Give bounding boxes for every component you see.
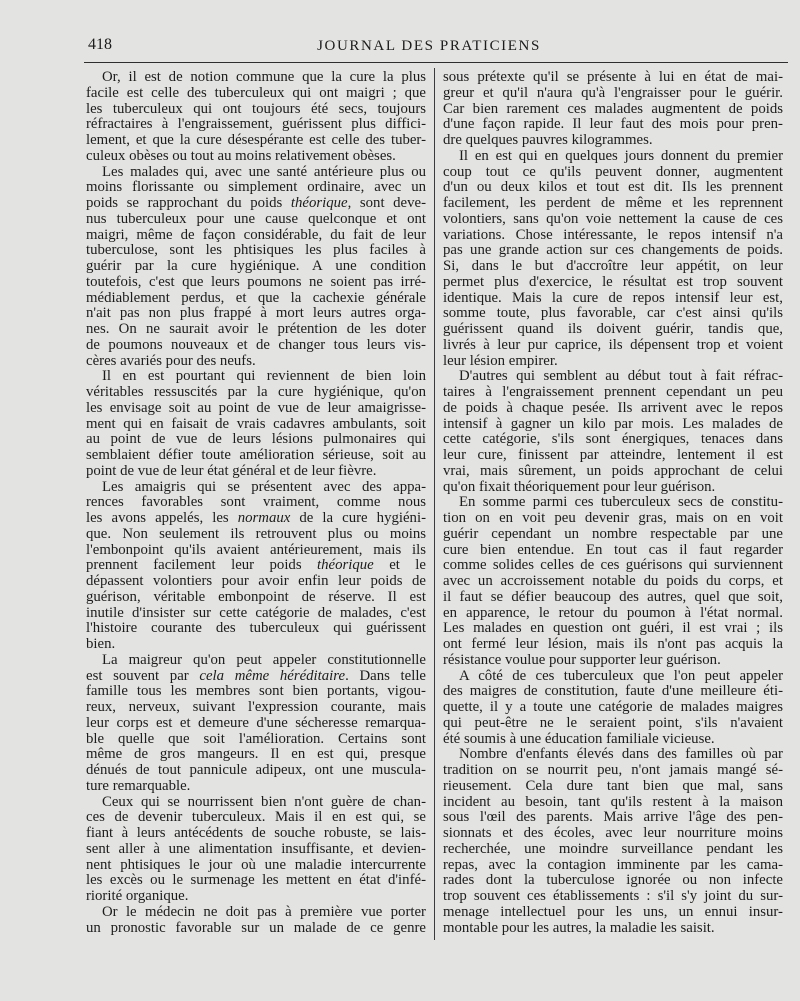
text-line: reux, nerveux, suivant l'expression courante, mais	[86, 699, 426, 715]
text-line: les envisage soit au point de vue de leur amaigrisse-	[86, 399, 426, 416]
text-line: quette, il y a toute une catégorie de malades maigres	[443, 699, 783, 715]
text-run: et le	[373, 557, 426, 574]
text-run: , sont deve-	[347, 195, 426, 211]
text-line: En somme parmi ces tuberculeux secs de constitu-	[459, 494, 783, 511]
text-line	[86, 669, 426, 685]
text-line: dre quelques pauvres kilogrammes.	[443, 132, 653, 148]
text-line	[86, 196, 426, 212]
text-line: des maigres de constitution, faute d'une meilleure éti-	[443, 683, 783, 700]
text-line: incident au besoin, tant qu'ils restent à la maison	[443, 793, 783, 810]
column-rule	[434, 68, 435, 940]
text-line: somme toute, plus favorable, car c'est ainsi qu'ils	[443, 305, 783, 322]
text-line: volontiers, sans qu'on voie nettement la cause de ces	[443, 210, 783, 227]
text-line: Les malades qui, avec une santé antérieure plus ou	[102, 163, 426, 180]
text-line: facilement, les perdent de même et les reprennent	[443, 195, 783, 211]
text-line: Car bien rarement ces malades augmentent de poids	[443, 100, 783, 117]
text-line: nent phtisiques le jour où une maladie intercurrente	[86, 856, 426, 873]
text-line: au point de vue de leurs lésions pulmonaires qui	[86, 431, 426, 448]
paragraph	[86, 653, 426, 795]
text-line: Il en est pourtant qui reviennent de bien loin	[102, 368, 426, 385]
text-line	[86, 558, 426, 574]
text-line: Les amaigris qui se présentent avec des appa-	[102, 478, 426, 495]
text-line: coup tout ce qu'ils peuvent donner, augmentent	[443, 163, 783, 180]
italic-text: cela même héréditaire	[199, 667, 346, 684]
text-line: famille tous les membres sont bien portants, vigou-	[86, 683, 426, 700]
text-line: résistance voulue pour supporter leur guérison.	[443, 651, 721, 668]
text-line: avec un accroissement notable du poids du corps, et	[443, 573, 783, 589]
text-run: de la cure hygiéni-	[290, 510, 426, 526]
text-run: les avons appelés, les	[86, 510, 238, 526]
text-line: La maigreur qu'on peut appeler constitutionnelle	[102, 651, 426, 668]
text-line: ont fermé leur lésion, mais ils n'ont pas acquis la	[443, 636, 783, 652]
text-line: guérir cependant un nombre respectable par une	[443, 525, 783, 542]
text-line: intensif à gagner un kilo par mois. Les malades de	[443, 415, 783, 432]
text-line: rades dont la tuberculose ignorée ou non infecte	[443, 872, 783, 889]
text-line: point de vue de leur état général et de leur fièvre.	[86, 462, 377, 479]
text-run: poids se rapprochant du poids	[86, 195, 291, 211]
text-line: ment qui en faisait de vrais cadavres ambulants, soit	[86, 415, 426, 432]
journal-title: JOURNAL DES PRATICIENS	[317, 38, 541, 54]
text-line: qui peut-être ne le seraient point, s'ils n'avaient	[443, 714, 783, 731]
paragraph	[443, 747, 783, 936]
text-line: l'embonpoint qu'ils avaient antérieurement, mais ils	[86, 541, 426, 558]
paragraph	[443, 495, 783, 668]
text-line: ces de devenir tuberculeux. Mais il en est qui, se	[86, 809, 426, 826]
text-line: ture remarquable.	[86, 777, 191, 794]
paragraph	[86, 369, 426, 479]
text-line: trop souvent ces établissements : s'il s'y joint du sur-	[443, 888, 783, 904]
text-line: de poumons nouveaux et de changer tous leurs vis-	[86, 336, 426, 353]
text-line: livrés à leur pur caprice, ils dépensent trop et voient	[443, 336, 783, 353]
text-line: Les malades en question ont guéri, il est vrai ; ils	[443, 620, 783, 637]
text-line: variations. Chose intéressante, le repos intensif n'a	[443, 226, 783, 243]
text-line: médiablement perdus, et que la cachexie générale	[86, 289, 426, 306]
text-line: facile est celle des tuberculeux qui ont maigri ; que	[86, 84, 426, 101]
text-run: . Dans telle	[345, 667, 426, 684]
text-line: maigri, même de façon considérable, du fait de leur	[86, 226, 426, 243]
text-line: greur et qu'il n'aura qu'à l'engraisser pour le guérir.	[443, 84, 783, 101]
text-line: même de gros mangeurs. Il en est qui, presque	[86, 746, 426, 763]
text-line: cure bien entendue. En tout cas il faut regarder	[443, 541, 783, 558]
text-line: d'un ou deux kilos et tout est dit. Ils les prennent	[443, 179, 783, 196]
text-line: comme solides celles de ces guérisons qui surviennent	[443, 557, 783, 574]
text-line: taires à l'engraissement prennent cependant un peu	[443, 384, 783, 400]
text-line: sent aller à une alimentation insuffisante, et devien-	[86, 840, 426, 857]
text-line: bien.	[86, 636, 116, 652]
text-line: leur cure, finissent par atteindre, lentement il est	[443, 447, 783, 463]
page-number: 418	[88, 36, 112, 53]
paragraph	[443, 669, 783, 748]
text-line: tradition on se nourrit peu, n'ont jamais mangé sé-	[443, 762, 783, 778]
text-line: les excès ou le surmenage les mettent en état d'infé-	[86, 872, 426, 889]
text-line: repas, avec la contagion imminente par les cama-	[443, 856, 783, 873]
paragraph	[86, 165, 426, 370]
text-line: leur lésion empirer.	[443, 352, 558, 369]
paragraph	[86, 795, 426, 905]
italic-text: normaux	[237, 510, 291, 526]
paragraph	[86, 905, 426, 937]
text-line: il faut se défier beaucoup des autres, quel que soit,	[443, 588, 783, 605]
text-line: Si, dans le but d'accroître leur appétit, on leur	[443, 258, 783, 274]
text-line: Or, il est de notion commune que la cure la plus	[102, 69, 426, 85]
text-line: de poids à chaque pesée. Ils arrivent avec le repos	[443, 399, 783, 416]
italic-text: théorique	[317, 557, 374, 574]
text-line: guérissent quand ils doivent guérir, tandis que,	[443, 321, 783, 337]
text-line: permet plus d'exercice, le résultat est trop souvent	[443, 273, 783, 290]
text-line: guérison, véritable embonpoint de réserve. Il est	[86, 588, 426, 605]
text-line: vrai, mais sûrement, un poids approchant de celui	[443, 462, 783, 479]
text-line: rieusement. Cela dure tant bien que mal, sans	[443, 777, 783, 794]
right-column	[443, 70, 783, 936]
text-line: semblaient défier toute amélioration sérieuse, soit au	[86, 447, 426, 463]
text-line: n'ait pas non plus frappé à mort leurs autres orga-	[86, 305, 426, 322]
text-line: cères avariés pour des neufs.	[86, 352, 256, 369]
text-line: sous l'œil des parents. Mais arrive l'âge des pen-	[443, 809, 783, 826]
text-line: qu'on fixait théoriquement pour leur guérison.	[443, 478, 716, 495]
text-line: Or le médecin ne doit pas à première vue porter	[102, 903, 426, 920]
text-line: dénués de tout pannicule adipeux, ont une muscula-	[86, 762, 426, 778]
text-line: sous prétexte qu'il se présente à lui en état de mai-	[443, 69, 783, 85]
text-line: ble quelle que soit l'amélioration. Certains sont	[86, 730, 426, 747]
paragraph	[443, 369, 783, 495]
text-line: cette catégorie, s'ils sont énergiques, tenaces dans	[443, 431, 783, 448]
text-line: montable pour les autres, la maladie les saisit.	[443, 919, 715, 936]
text-line: D'autres qui semblent au début tout à fait réfrac-	[459, 368, 783, 385]
text-line: dépassent volontiers pour avoir enfin leur poids de	[86, 573, 426, 589]
text-line: pas une grande action sur ces changements de poids.	[443, 242, 783, 259]
text-line: en apparence, le retour du poumon à l'état normal.	[443, 604, 783, 621]
text-line: culeux obèses ou tout au moins relativement obèses.	[86, 147, 396, 164]
text-line: toutefois, c'est que leurs poumons ne soient pas irré-	[86, 273, 426, 290]
text-line: lement, et que la cure désespérante est celle des tuber-	[86, 132, 426, 148]
text-line: Nombre d'enfants élevés dans des familles où par	[459, 746, 783, 763]
text-line: un pronostic favorable sur un malade de ce genre	[86, 919, 426, 936]
text-line: tuberculose, sont les phtisiques les plus faciles à	[86, 242, 426, 259]
header-rule	[84, 62, 788, 63]
text-line: inutile d'insister sur cette catégorie de malades, c'est	[86, 604, 426, 621]
text-line	[86, 511, 426, 527]
text-line: moins florissante ou simplement ordinaire, avec un	[86, 179, 426, 196]
text-line: tion on en voit peu devenir gras, mais on en voit	[443, 510, 783, 526]
text-line: Ceux qui se nourrissent bien n'ont guère de chan-	[102, 793, 426, 810]
text-line: rences favorables sont vraiment, comme nous	[86, 494, 426, 511]
paragraph	[443, 149, 783, 370]
text-line: nes. On ne saurait avoir le prétention de les doter	[86, 321, 426, 337]
text-run: prennent facilement leur poids	[86, 557, 318, 574]
text-line: menage intellectuel pour les uns, un ennui insur-	[443, 903, 783, 920]
text-line: l'histoire courante des tuberculeux qui guérissent	[86, 620, 426, 637]
left-column	[86, 70, 426, 936]
text-line: A côté de ces tuberculeux que l'on peut appeler	[459, 667, 783, 684]
text-run: est souvent par	[86, 667, 200, 684]
text-line: sionnats et des écoles, avec leur nourriture moins	[443, 825, 783, 841]
text-line: recherchée, une moindre surveillance pendant les	[443, 840, 783, 857]
text-line: nus tuberculeux pour une cause quelconque et ont	[86, 210, 426, 227]
text-line: les tuberculeux qui ont toujours été secs, toujours	[86, 100, 426, 117]
text-line: leur corps est et demeure d'une sécheresse remarqua-	[86, 714, 426, 731]
italic-text: théorique	[290, 195, 348, 211]
text-line: riorité organique.	[86, 888, 189, 904]
text-line: véritables ressuscités par la cure hygiénique, qu'on	[86, 384, 426, 400]
text-line: fiant à leurs antécédents de souche robuste, se lais-	[86, 825, 426, 841]
paragraph	[86, 70, 426, 165]
text-line: guérir par la cure hygiénique. A une condition	[86, 258, 426, 274]
text-line: été soumis à une éducation familiale vicieuse.	[443, 730, 715, 747]
text-line: Il en est qui en quelques jours donnent du premier	[459, 147, 783, 164]
paragraph	[443, 70, 783, 149]
text-line: d'une façon rapide. Il leur faut des mois pour pren-	[443, 116, 783, 133]
text-line: réfractaires à l'engraissement, guérissent plus diffici-	[86, 116, 426, 133]
paragraph	[86, 480, 426, 653]
text-line: identique. Mais la cure de repos intensif leur est,	[443, 289, 783, 306]
text-line: que. Non seulement ils retrouvent plus ou moins	[86, 525, 426, 542]
